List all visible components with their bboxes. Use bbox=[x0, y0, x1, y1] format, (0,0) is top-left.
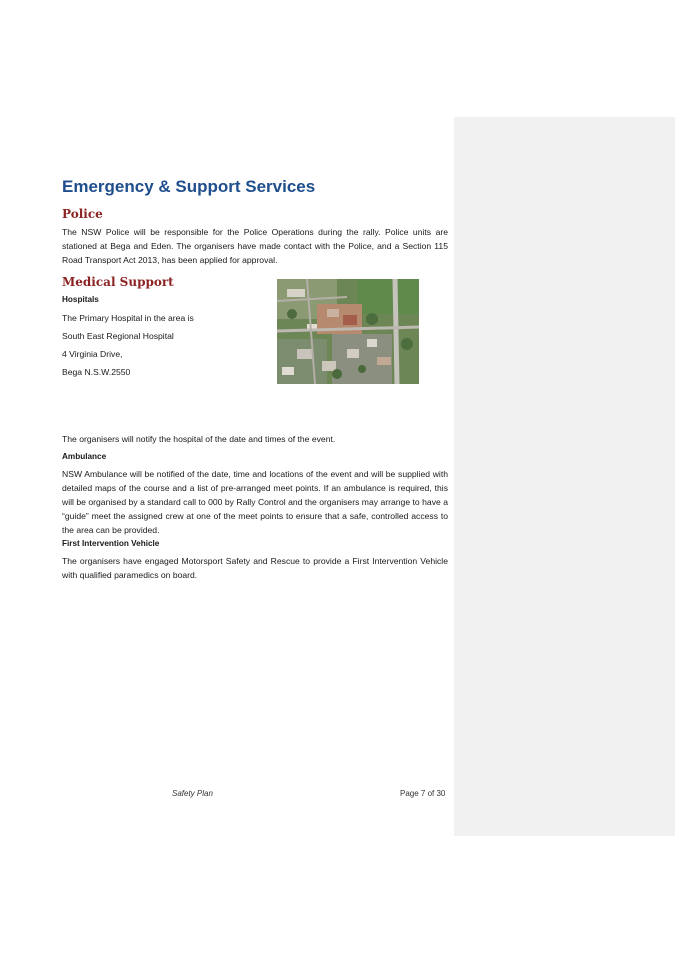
aerial-photo-hospital bbox=[277, 279, 419, 384]
police-heading: Police bbox=[62, 207, 103, 221]
footer-page-number: Page 7 of 30 bbox=[400, 789, 446, 798]
footer-document-title: Safety Plan bbox=[172, 789, 213, 798]
hospital-line-4: Bega N.S.W.2550 bbox=[62, 367, 131, 377]
comment-pane bbox=[454, 117, 675, 836]
hospital-line-2: South East Regional Hospital bbox=[62, 331, 174, 341]
notify-hospital-text: The organisers will notify the hospital of the date and times of the event. bbox=[62, 434, 336, 444]
first-intervention-vehicle-label: First Intervention Vehicle bbox=[62, 539, 160, 548]
medical-support-heading: Medical Support bbox=[62, 275, 174, 289]
page-title: Emergency & Support Services bbox=[62, 177, 316, 196]
ambulance-label: Ambulance bbox=[62, 452, 107, 461]
hospital-line-1: The Primary Hospital in the area is bbox=[62, 313, 194, 323]
hospital-line-3: 4 Virginia Drive, bbox=[62, 349, 123, 359]
first-intervention-vehicle-paragraph: The organisers have engaged Motorsport Safety and Rescue to provide a First Intervention Vehicle with qualified paramedics on board. bbox=[62, 556, 448, 580]
hospitals-label: Hospitals bbox=[62, 295, 99, 304]
ambulance-paragraph: NSW Ambulance will be notified of the date, time and locations of the event and will be supplied with detailed maps of the course and a list of pre-arranged meet points. If an ambulance is required, this will be organised by a standard call to 000 by Rally Control and the organisers may arrange to have a “guide” meet the assigned crew at one of the meet points to ensure that a safe, controlled access to the area can be provided. bbox=[62, 469, 448, 535]
police-paragraph: The NSW Police will be responsible for the Police Operations during the rally. Police units are stationed at Bega and Eden. The organisers have made contact with the Police, and a Section 115 Road Transport Act 2013, has been applied for approval. bbox=[62, 227, 448, 265]
